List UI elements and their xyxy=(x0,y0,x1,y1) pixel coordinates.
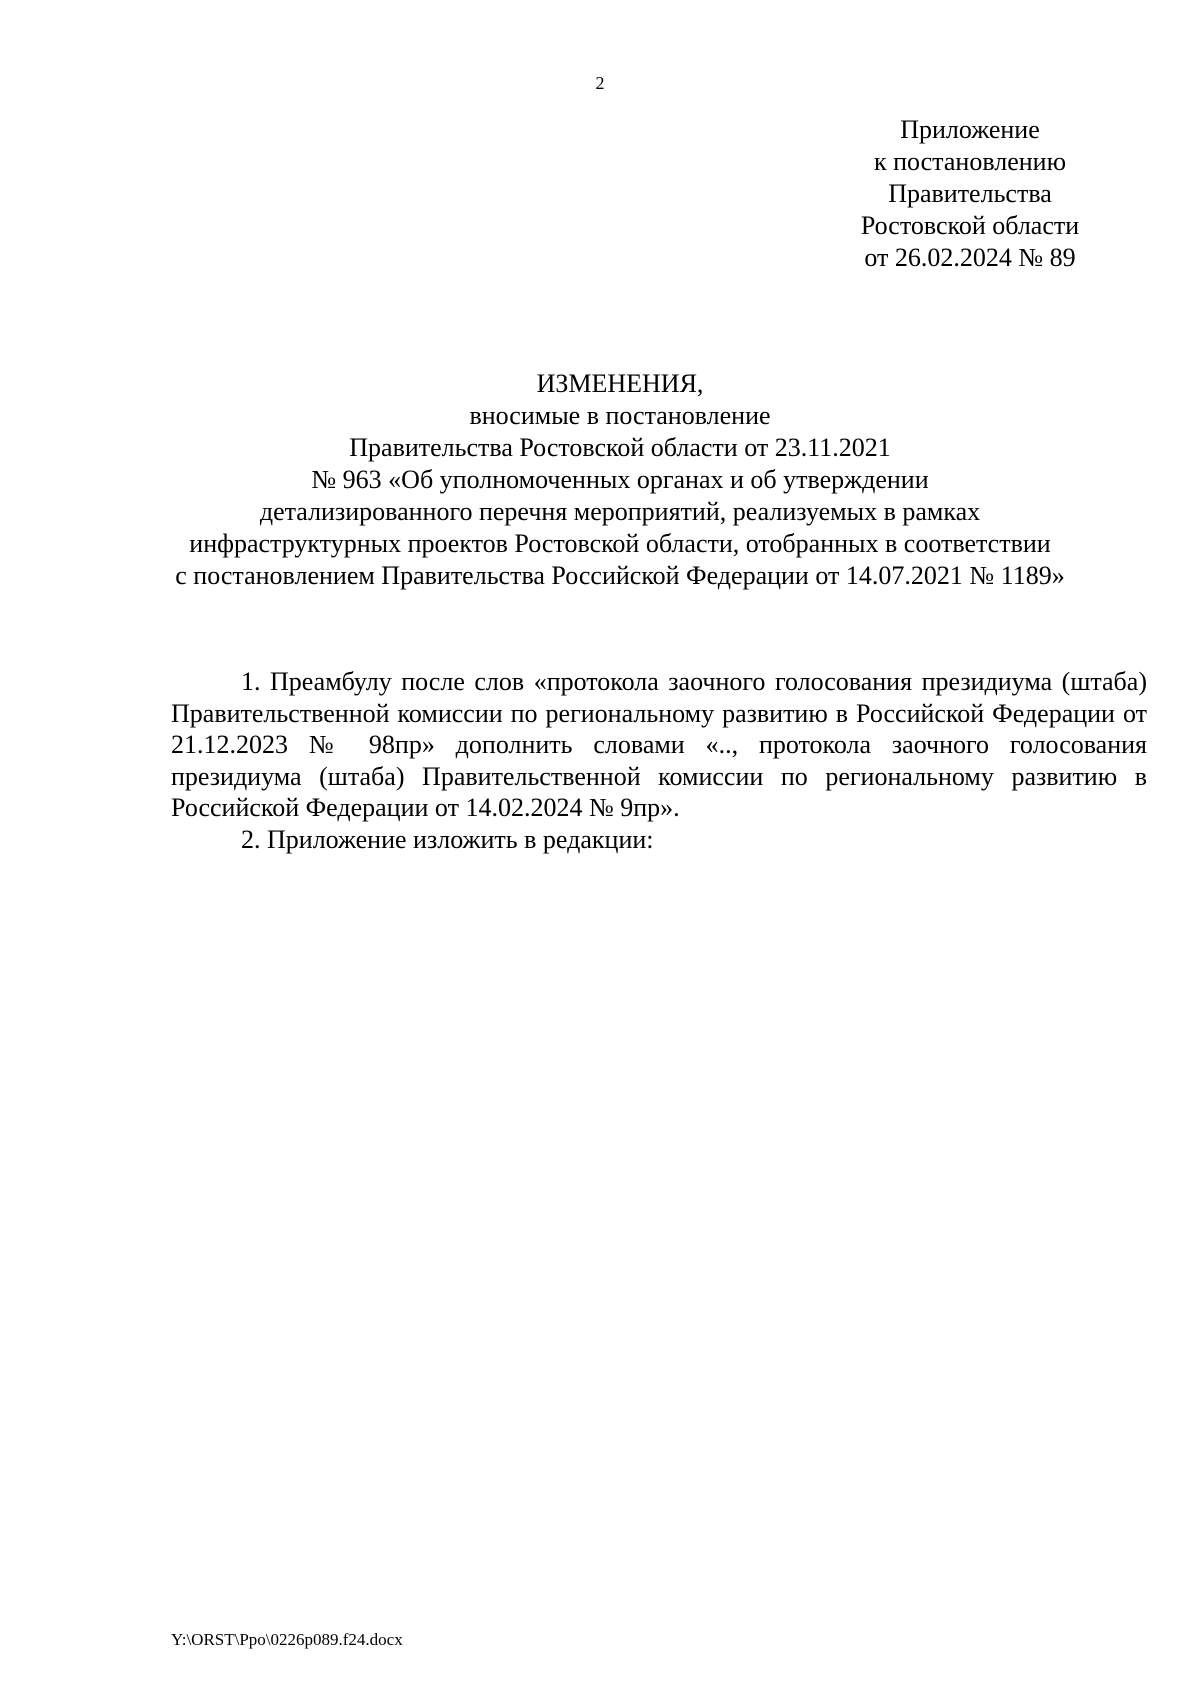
title-line: № 963 «Об уполномоченных органах и об утверждении xyxy=(311,465,929,494)
title-line: детализированного перечня мероприятий, реализуемых в рамках xyxy=(259,497,981,526)
appendix-line: Ростовской области xyxy=(860,211,1080,240)
appendix-line: Правительства xyxy=(888,179,1052,208)
title-line: с постановлением Правительства Российской Федерации от 14.07.2021 № 1189» xyxy=(175,561,1065,590)
page-number: 2 xyxy=(595,73,605,93)
title-line: инфраструктурных проектов Ростовской области, отобранных в соответствии xyxy=(189,529,1051,558)
appendix-line: Приложение xyxy=(900,115,1040,144)
appendix-block xyxy=(820,114,1120,274)
document-body xyxy=(171,666,1147,855)
footer-file-path: Y:\ORST\Ppo\0226p089.f24.docx xyxy=(171,1630,403,1649)
appendix-line: к постановлению xyxy=(873,147,1067,176)
paragraph-2: 2. Приложение изложить в редакции: xyxy=(241,824,654,854)
paragraph-1: 1. Преамбулу после слов «протокола заочного голосования президиума (штаба) Правительственной комиссии по региональному развитию в Российской Федерации от 21.12.2023 № 98пр» дополнить словами «.., протокола заочного голосования президиума (штаба) Правительственной комиссии по региональному развитию в Российской Федерации от 14.02.2024 № 9пр». xyxy=(171,667,1147,822)
title-line: Правительства Ростовской области от 23.11.2021 xyxy=(349,433,891,462)
appendix-date-number: от 26.02.2024 № 89 xyxy=(864,243,1076,272)
title-line: вносимые в постановление xyxy=(469,401,771,430)
document-heading: ИЗМЕНЕНИЯ, xyxy=(536,369,704,398)
document-title-block xyxy=(120,368,1120,592)
